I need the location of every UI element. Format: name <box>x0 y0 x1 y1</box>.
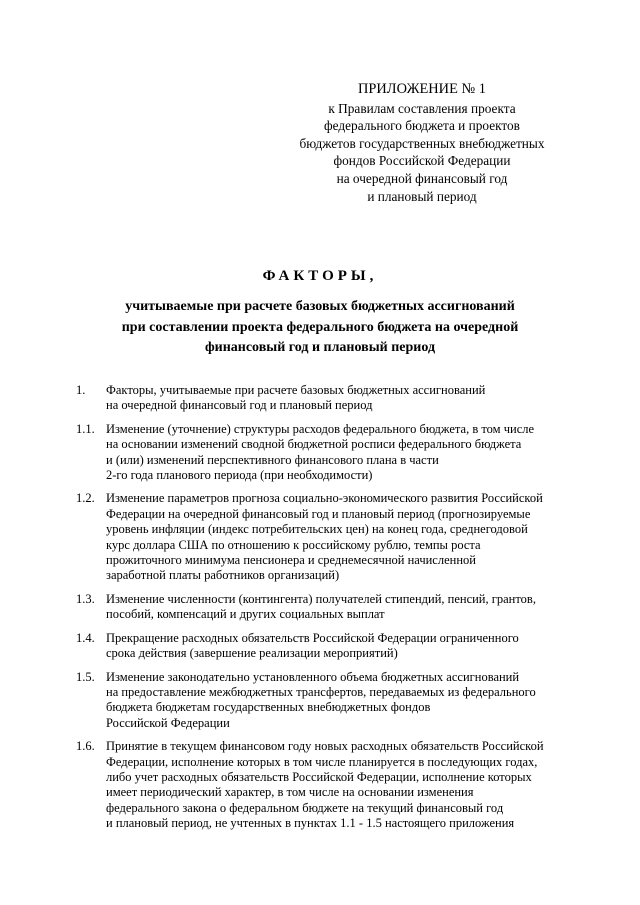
appendix-line: бюджетов государственных внебюджетных <box>299 135 545 151</box>
item-line: Изменение законодательно установленного объема бюджетных ассигнований <box>106 669 520 684</box>
item-line: и (или) изменений перспективного финансового плана в части <box>106 452 439 467</box>
item-line: либо учет расходных обязательств Российской Федерации, исполнение которых <box>106 769 532 784</box>
item-number: 1.4. <box>76 630 95 645</box>
item-line: заработной платы работников организаций) <box>106 568 340 583</box>
factor-item-1-4 <box>0 631 640 662</box>
item-text <box>106 592 640 623</box>
item-line: на основании изменений сводной бюджетной росписи федерального бюджета <box>106 437 522 452</box>
item-text <box>106 422 640 484</box>
document-title: ФАКТОРЫ, <box>262 268 378 284</box>
appendix-line: фондов Российской Федерации <box>333 153 511 169</box>
item-line: прожиточного минимума пенсионера и среднемесячной начисленной <box>106 553 476 568</box>
item-line: Факторы, учитываемые при расчете базовых бюджетных ассигнований <box>106 383 486 397</box>
factor-list <box>0 383 640 840</box>
appendix-title: ПРИЛОЖЕНИЕ № 1 <box>358 81 486 97</box>
item-line: федерального закона о федеральном бюджете на текущий финансовый год <box>106 800 504 815</box>
item-text <box>106 631 640 662</box>
appendix-line: и плановый период <box>367 188 477 204</box>
item-line: на предоставление межбюджетных трансфертов, передаваемых из федерального <box>106 684 536 699</box>
item-line: Федерации на очередной финансовый год и плановый период (прогнозируемые <box>106 506 531 521</box>
factor-item-1-3 <box>0 592 640 623</box>
item-line: Изменение численности (контингента) получателей стипендий, пенсий, грантов, <box>106 591 536 606</box>
item-text <box>106 383 640 414</box>
item-line: курс доллара США по отношению к российскому рублю, темпы роста <box>106 537 481 552</box>
item-line: Российской Федерации <box>106 715 230 730</box>
item-number: 1.6. <box>76 739 95 754</box>
item-text <box>106 670 640 732</box>
item-line: Изменение (уточнение) структуры расходов федерального бюджета, в том числе <box>106 421 535 436</box>
item-line: уровень инфляции (индекс потребительских цен) на конец года, среднегодовой <box>106 522 528 537</box>
item-line: пособий, компенсаций и других социальных выплат <box>106 607 385 622</box>
item-line: 2-го года планового периода (при необходимости) <box>106 468 373 483</box>
item-number: 1.1. <box>76 421 95 436</box>
item-text <box>106 739 640 831</box>
item-number: 1.3. <box>76 591 95 606</box>
appendix-line: к Правилам составления проекта <box>328 100 516 116</box>
item-number: 1. <box>76 383 86 397</box>
subtitle-line: учитываемые при расчете базовых бюджетных ассигнований <box>125 299 515 314</box>
appendix-header <box>272 81 572 205</box>
item-line: Федерации, исполнение которых в том числе планируется в последующих годах, <box>106 754 538 769</box>
item-line: Изменение параметров прогноза социально-экономического развития Российской <box>106 491 543 506</box>
factor-item-1-5 <box>0 670 640 732</box>
appendix-line: на очередной финансовый год <box>336 170 508 186</box>
item-number: 1.5. <box>76 669 95 684</box>
document-subtitle <box>0 297 640 359</box>
item-text <box>106 491 640 583</box>
factor-item-1-6 <box>0 739 640 831</box>
appendix-line: федерального бюджета и проектов <box>324 118 520 134</box>
subtitle-line: финансовый год и плановый период <box>204 340 436 356</box>
item-line: бюджета бюджетам государственных внебюджетных фондов <box>106 700 431 715</box>
factor-item-1-1 <box>0 422 640 484</box>
item-line: срока действия (завершение реализации мероприятий) <box>106 646 398 661</box>
factor-item-1-2 <box>0 491 640 583</box>
item-line: Принятие в текущем финансовом году новых расходных обязательств Российской <box>106 739 544 754</box>
factor-item-1 <box>0 383 640 414</box>
subtitle-line: при составлении проекта федерального бюджета на очередной <box>121 319 519 335</box>
item-line: и плановый период, не учтенных в пунктах 1.1 - 1.5 настоящего приложения <box>106 816 515 831</box>
item-number: 1.2. <box>76 491 95 506</box>
item-line: имеет периодический характер, в том числе на основании изменения <box>106 785 474 800</box>
item-line: на очередной финансовый год и плановый период <box>106 398 373 413</box>
item-line: Прекращение расходных обязательств Российской Федерации ограниченного <box>106 630 519 645</box>
